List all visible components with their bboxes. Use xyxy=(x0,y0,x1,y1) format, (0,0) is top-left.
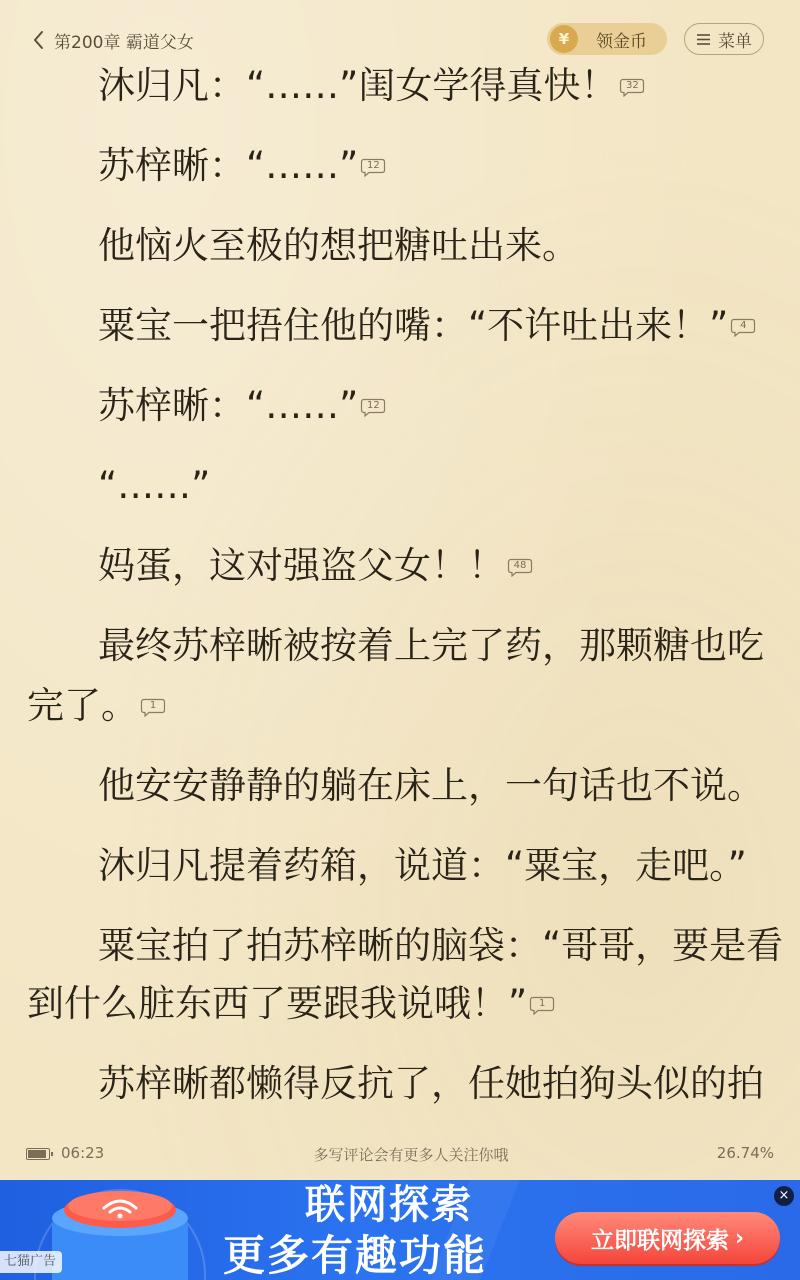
line-text: 他安安静静的躺在床上，一句话也不说。 xyxy=(98,764,764,807)
claim-coins-label: 领金币 xyxy=(596,31,647,52)
paragraph-line xyxy=(98,764,800,808)
close-icon[interactable]: × xyxy=(774,1186,794,1206)
line-text: 妈蛋，这对强盗父女！！ xyxy=(98,544,505,587)
paragraph-line xyxy=(98,464,800,508)
ad-cta-button[interactable] xyxy=(555,1212,780,1264)
line-text: 粟宝拍了拍苏梓晰的脑袋：“哥哥，要是看 xyxy=(98,924,784,967)
paragraph-line xyxy=(98,544,800,588)
reader-status-bar xyxy=(0,1138,800,1170)
comment-count: 12 xyxy=(366,400,380,411)
chevron-right-icon: › xyxy=(734,1225,745,1251)
line-text: 最终苏梓晰被按着上完了药，那颗糖也吃 xyxy=(98,624,764,667)
paragraph-line xyxy=(98,304,800,348)
ad-headline: 联网探索 xyxy=(305,1182,473,1228)
back-button[interactable] xyxy=(30,24,194,56)
paragraph-comment-button[interactable] xyxy=(507,558,533,577)
chevron-left-icon xyxy=(30,29,48,51)
paragraph-comment-button[interactable] xyxy=(730,318,756,337)
paragraph-line xyxy=(98,924,800,968)
paragraph-line xyxy=(98,624,800,668)
ad-cta-label: 立即联网探索 xyxy=(590,1227,729,1254)
line-text: 沐归凡提着药箱，说道：“粟宝，走吧。” xyxy=(98,844,747,887)
reading-progress: 26.74% xyxy=(716,1144,774,1162)
line-text: 苏梓晰：“……” xyxy=(98,144,359,187)
line-text: 他恼火至极的想把糖吐出来。 xyxy=(98,224,579,267)
paragraph-comment-button[interactable] xyxy=(140,698,166,717)
paragraph-comment-button[interactable] xyxy=(360,398,386,417)
line-text: 粟宝一把捂住他的嘴：“不许吐出来！” xyxy=(98,304,729,347)
comment-count: 4 xyxy=(740,320,747,331)
paragraph-line xyxy=(98,224,800,268)
paragraph-line xyxy=(98,64,800,108)
comment-tip: 多写评论会有更多人关注你哦 xyxy=(313,1146,509,1164)
line-text: 完了。 xyxy=(27,684,138,727)
menu-button[interactable] xyxy=(684,23,764,55)
comment-count: 48 xyxy=(513,560,527,571)
comment-count: 1 xyxy=(149,700,157,711)
line-text: 苏梓晰：“……” xyxy=(98,384,359,427)
comment-count: 1 xyxy=(538,998,546,1009)
ad-banner[interactable] xyxy=(0,1180,800,1280)
paragraph-line xyxy=(27,982,787,1026)
ad-subheadline: 更多有趣功能 xyxy=(222,1231,487,1280)
menu-icon xyxy=(696,33,711,46)
comment-count: 32 xyxy=(625,80,639,91)
paragraph-comment-button[interactable] xyxy=(360,158,386,177)
claim-coins-button[interactable] xyxy=(547,23,667,55)
line-text: 沐归凡：“……”闺女学得真快！ xyxy=(98,64,618,107)
line-text: “……” xyxy=(98,464,211,507)
line-text: 到什么脏东西了要跟我说哦！” xyxy=(27,982,528,1025)
paragraph-line xyxy=(27,684,787,728)
paragraph-comment-button[interactable] xyxy=(619,78,645,97)
coin-icon: ¥ xyxy=(550,25,578,53)
paragraph-line xyxy=(98,844,800,888)
comment-count: 12 xyxy=(366,160,380,171)
paragraph-line xyxy=(98,384,800,428)
clock-time: 06:23 xyxy=(61,1144,105,1162)
paragraph-comment-button[interactable] xyxy=(529,996,555,1015)
chapter-title: 第200章 霸道父女 xyxy=(54,32,194,53)
ad-source-tag: 七猫广告 xyxy=(0,1251,62,1273)
menu-label: 菜单 xyxy=(718,31,752,52)
paragraph-line xyxy=(98,1062,800,1106)
line-text: 苏梓晰都懒得反抗了，任她拍狗头似的拍 xyxy=(98,1062,764,1105)
paragraph-line xyxy=(98,144,800,188)
